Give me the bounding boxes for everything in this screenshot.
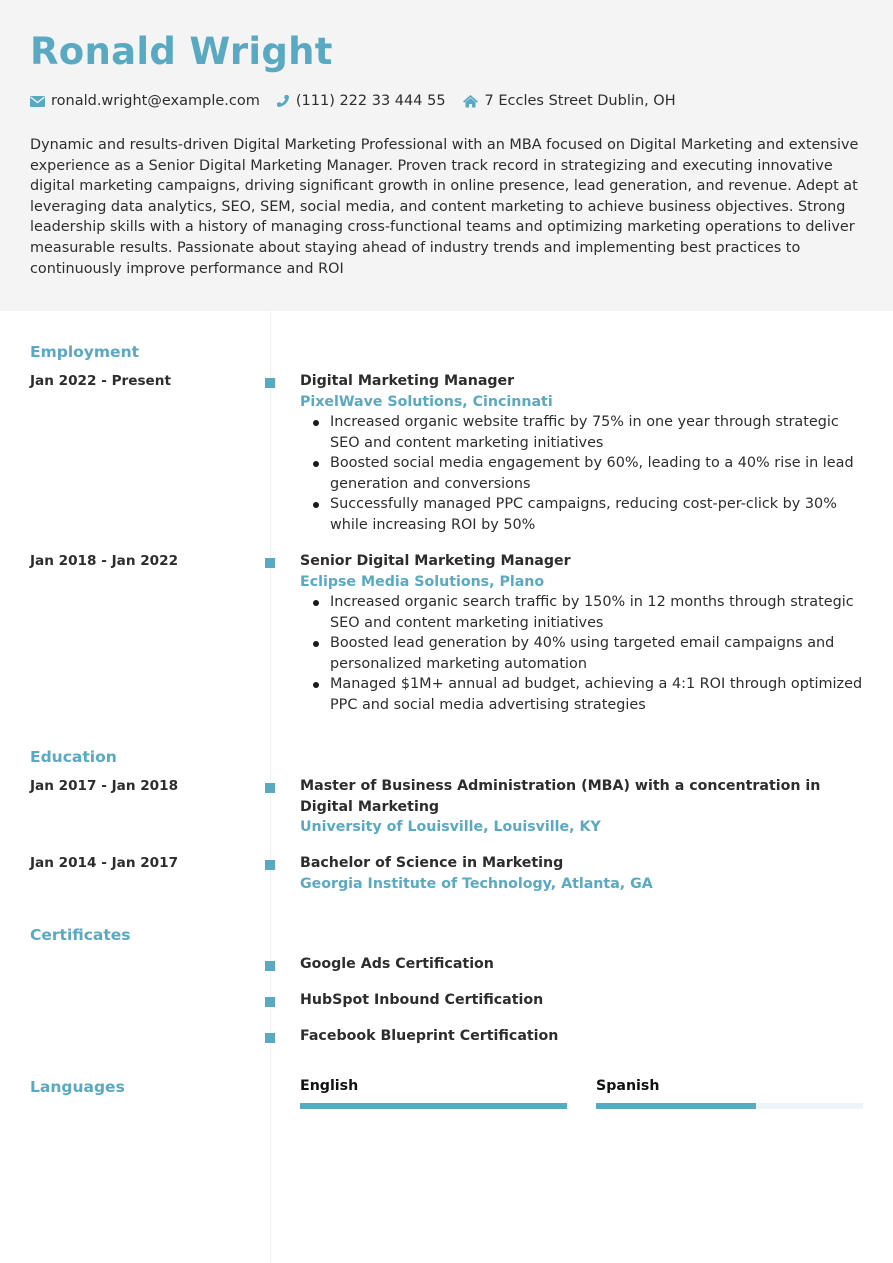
language-level-fill	[596, 1103, 756, 1109]
company-name: PixelWave Solutions, Cincinnati	[300, 393, 553, 410]
education-date: Jan 2014 - Jan 2017	[30, 855, 179, 871]
company-name: Eclipse Media Solutions, Plano	[300, 573, 545, 590]
achievement-item: Boosted social media engagement by 60%, leading to a 40% rise in lead generation and conversions	[300, 453, 865, 494]
degree-title: Master of Business Administration (MBA) with a concentration in Digital Marketing	[300, 778, 821, 815]
employment-entry	[300, 551, 865, 716]
contact-email[interactable]	[30, 93, 260, 109]
education-date: Jan 2017 - Jan 2018	[30, 778, 179, 794]
education-entry	[300, 853, 865, 894]
phone-icon	[276, 94, 290, 108]
language-level-fill	[300, 1103, 567, 1109]
employment-date: Jan 2018 - Jan 2022	[30, 553, 179, 569]
achievement-item: Successfully managed PPC campaigns, reducing cost-per-click by 30% while increasing ROI by 50%	[300, 494, 865, 535]
employment-entry	[300, 371, 865, 536]
header	[0, 0, 893, 311]
timeline-marker	[265, 558, 275, 568]
address-text: 7 Eccles Street Dublin, OH	[484, 93, 676, 109]
job-title: Digital Marketing Manager	[300, 373, 515, 389]
school-name: Georgia Institute of Technology, Atlanta, GA	[300, 875, 653, 892]
certificate-item: HubSpot Inbound Certification	[300, 992, 544, 1008]
language-level-track	[300, 1103, 567, 1109]
achievement-item: Managed $1M+ annual ad budget, achieving a 4:1 ROI through optimized PPC and social media advertising strategies	[300, 674, 865, 715]
phone-text: (111) 222 33 444 55	[295, 93, 446, 109]
achievement-list	[300, 592, 865, 716]
section-title-certificates: Certificates	[30, 926, 131, 944]
language-name: English	[300, 1078, 359, 1094]
contact-row	[30, 93, 692, 109]
language-item	[300, 1078, 567, 1109]
language-level-track	[596, 1103, 863, 1109]
timeline-marker	[265, 783, 275, 793]
language-item	[596, 1078, 863, 1109]
email-text: ronald.wright@example.com	[51, 93, 260, 109]
job-title: Senior Digital Marketing Manager	[300, 553, 571, 569]
achievement-item: Increased organic website traffic by 75% in one year through strategic SEO and content marketing initiatives	[300, 412, 865, 453]
envelope-icon	[30, 96, 45, 107]
education-entry	[300, 776, 865, 838]
language-name: Spanish	[596, 1078, 660, 1094]
profile-summary: Dynamic and results-driven Digital Marketing Professional with an MBA focused on Digital Marketing and extensive experience as a Senior Digital Marketing Manager. Proven track record in strategizing and executing innovative digital marketing campaigns, driving significant growth in online presence, lead generation, and revenue. Adept at leveraging data analytics, SEO, SEM, social media, and content marketing to achieve business objectives. Strong leadership skills with a history of managing cross-functional teams and optimizing marketing operations to deliver measurable results. Passionate about staying ahead of industry trends and implementing best practices to continuously improve performance and ROI	[30, 137, 859, 277]
candidate-name: Ronald Wright	[30, 30, 333, 73]
certificate-item: Facebook Blueprint Certification	[300, 1028, 559, 1044]
section-title-employment: Employment	[30, 343, 140, 361]
contact-phone[interactable]	[276, 93, 446, 109]
section-title-education: Education	[30, 748, 117, 766]
home-icon	[462, 94, 479, 108]
timeline-marker	[265, 1033, 275, 1043]
certificate-item: Google Ads Certification	[300, 956, 494, 972]
school-name: University of Louisville, Louisville, KY	[300, 819, 601, 835]
timeline-marker	[265, 961, 275, 971]
section-title-languages: Languages	[30, 1078, 125, 1096]
timeline-marker	[265, 378, 275, 388]
timeline-marker	[265, 997, 275, 1007]
employment-date: Jan 2022 - Present	[30, 373, 171, 389]
achievement-item: Increased organic search traffic by 150% in 12 months through strategic SEO and content marketing initiatives	[300, 592, 865, 633]
achievement-item: Boosted lead generation by 40% using targeted email campaigns and personalized marketing automation	[300, 633, 865, 674]
achievement-list	[300, 412, 865, 536]
contact-address	[462, 93, 676, 109]
degree-title: Bachelor of Science in Marketing	[300, 855, 564, 871]
timeline-marker	[265, 860, 275, 870]
